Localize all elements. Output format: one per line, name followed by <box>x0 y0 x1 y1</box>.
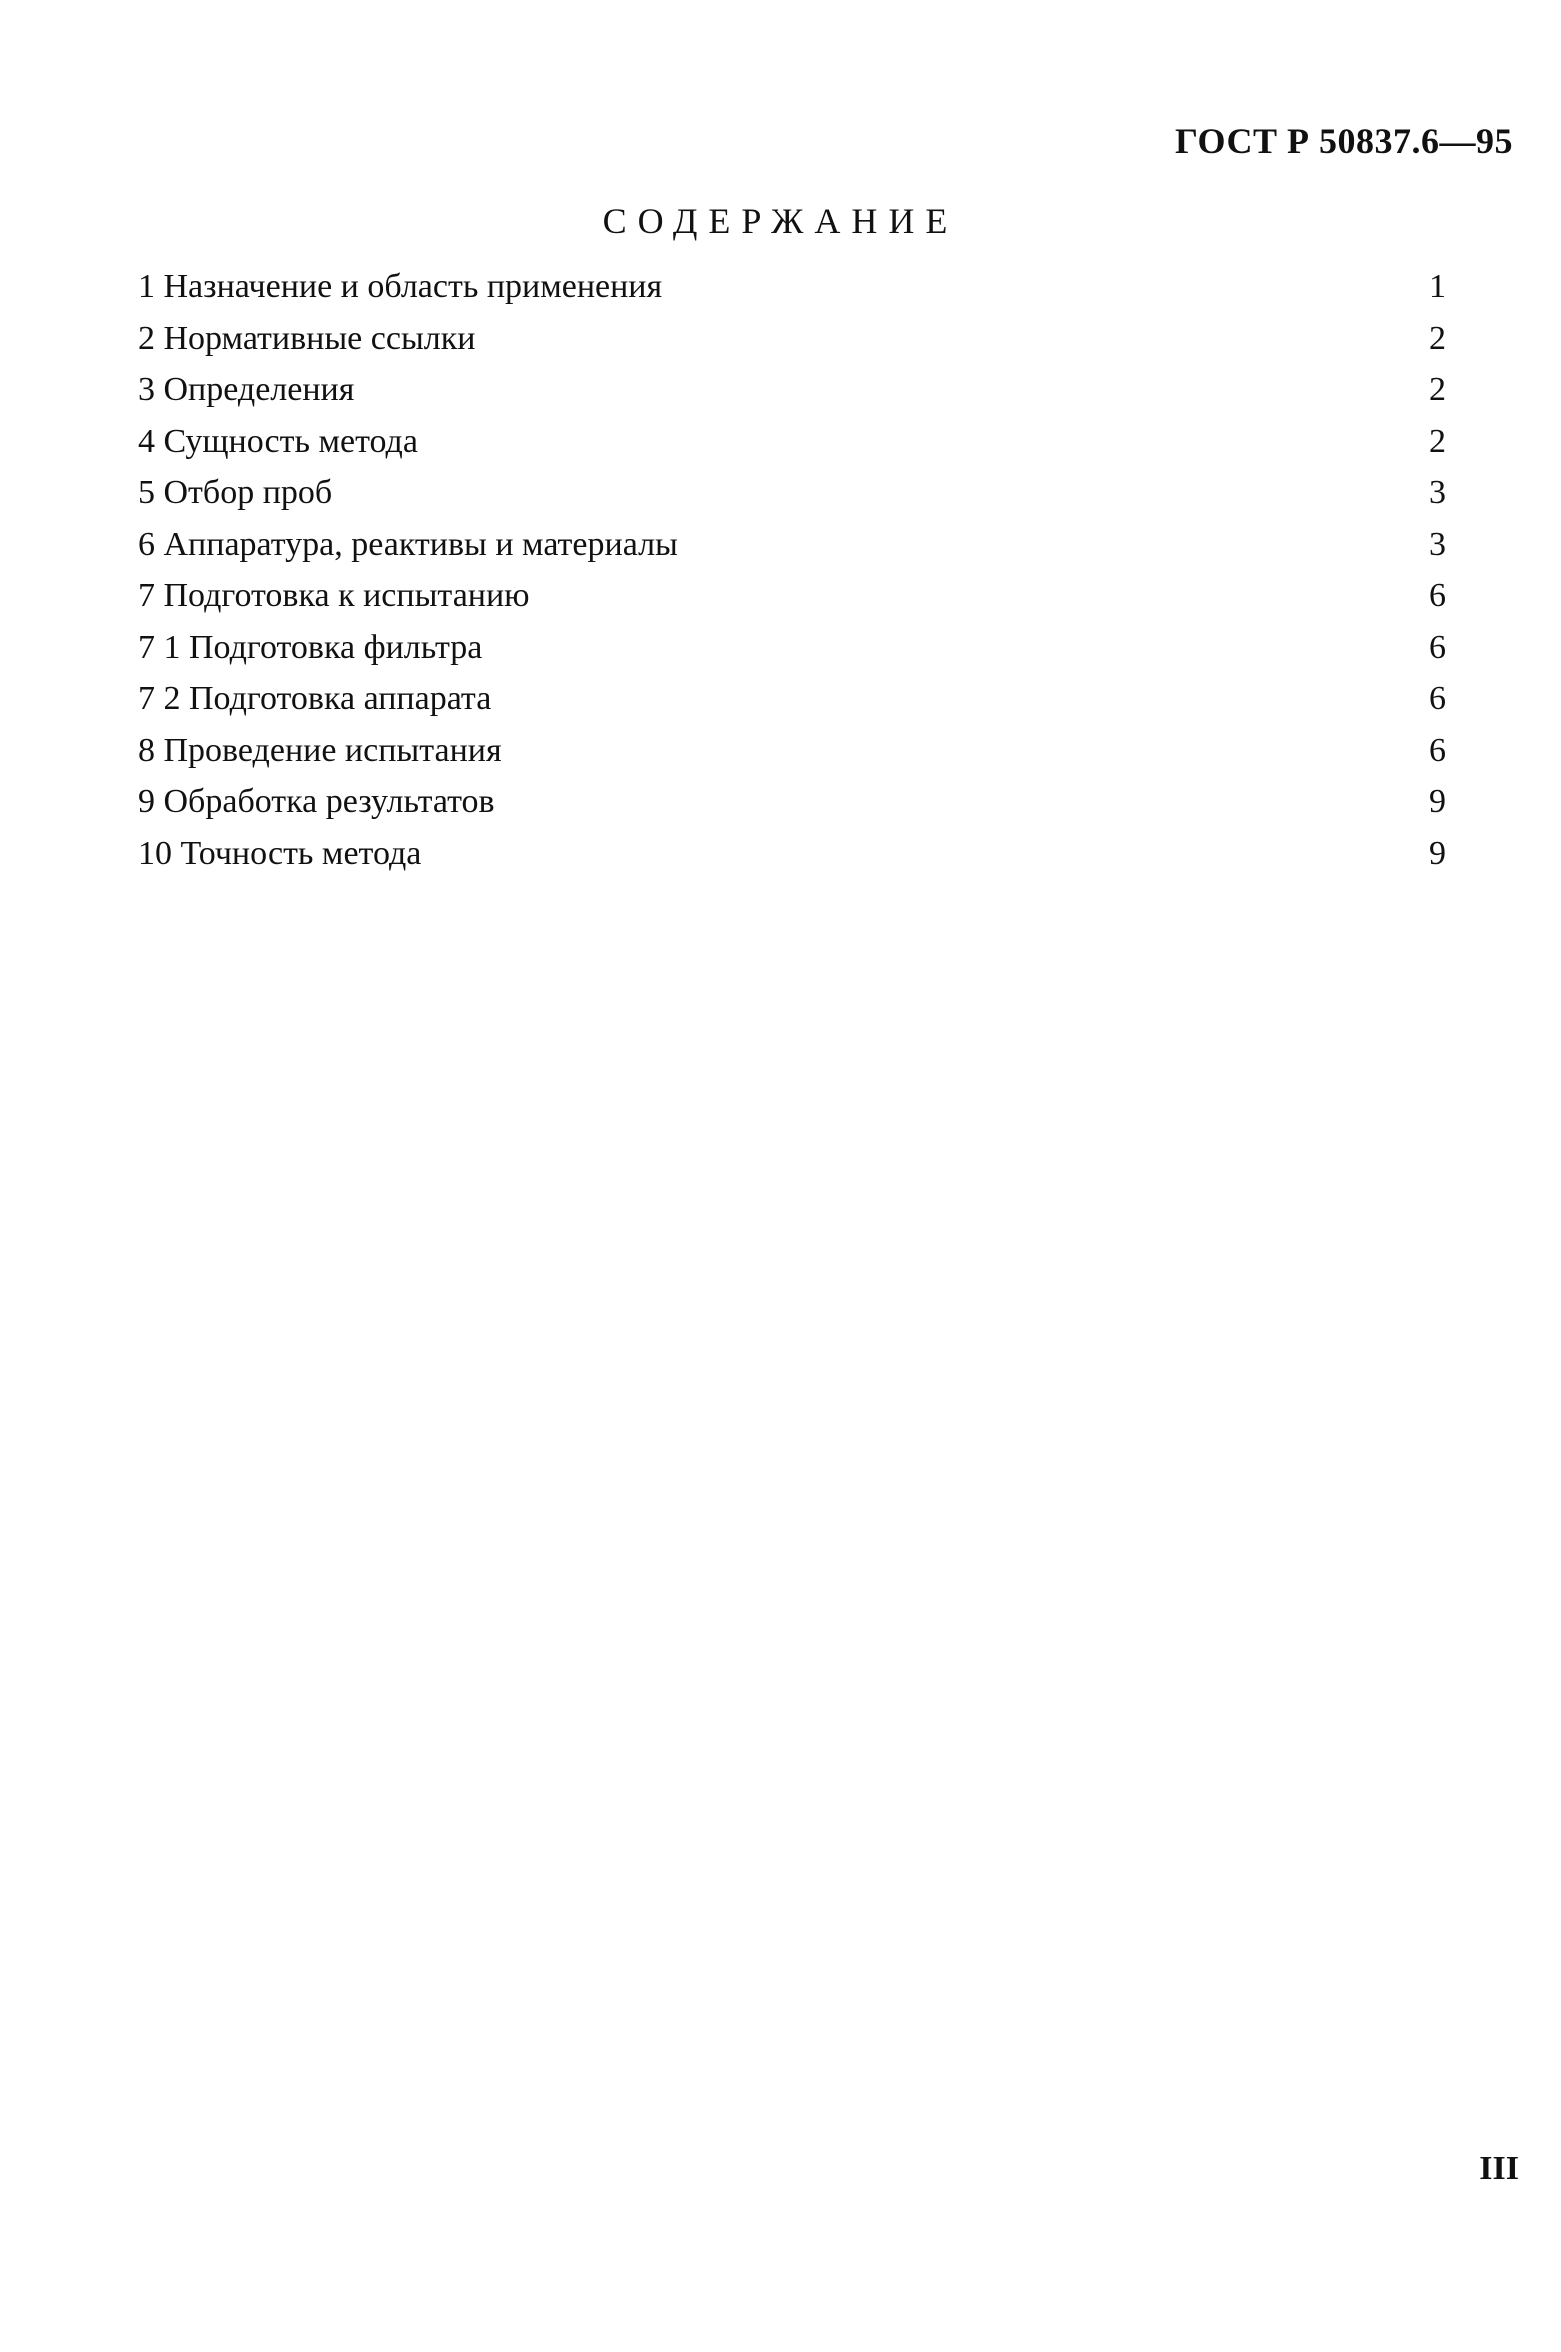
toc-entry-label: 6 Аппаратура, реактивы и материалы <box>138 525 678 563</box>
toc-entry-page: 2 <box>1429 371 1446 408</box>
toc-entry-page: 6 <box>1429 680 1446 717</box>
toc-entry-page: 6 <box>1429 628 1446 666</box>
toc-entry-label: 5 Отбор проб <box>138 474 333 511</box>
toc-entry <box>138 526 1458 578</box>
toc-entry-page: 1 <box>1429 268 1446 305</box>
table-of-contents <box>138 268 1458 886</box>
toc-entry <box>138 783 1458 835</box>
toc-entry-page: 9 <box>1429 783 1446 820</box>
document-code: ГОСТ Р 50837.6—95 <box>1175 121 1513 161</box>
toc-entry-label: 7 1 Подготовка фильтра <box>138 628 483 666</box>
toc-entry-label: 3 Определения <box>138 371 355 408</box>
toc-entry <box>138 474 1458 526</box>
toc-entry <box>138 320 1458 372</box>
toc-entry-page: 2 <box>1429 422 1446 460</box>
toc-entry-page: 2 <box>1429 319 1446 357</box>
toc-entry-page: 6 <box>1429 731 1446 769</box>
toc-entry <box>138 732 1458 784</box>
toc-entry <box>138 835 1458 887</box>
toc-entry-label: 8 Проведение испытания <box>138 731 502 769</box>
toc-entry <box>138 680 1458 732</box>
page-number: III <box>1479 2150 1519 2187</box>
toc-entry-page: 9 <box>1429 834 1446 872</box>
toc-entry <box>138 577 1458 629</box>
toc-entry-label: 2 Нормативные ссылки <box>138 319 476 357</box>
toc-entry-label: 10 Точность метода <box>138 834 422 872</box>
toc-entry <box>138 423 1458 475</box>
toc-entry-label: 9 Обработка результатов <box>138 783 495 820</box>
toc-entry-label: 4 Сущность метода <box>138 422 418 460</box>
toc-title: СОДЕРЖАНИЕ <box>602 201 959 241</box>
toc-entry <box>138 371 1458 423</box>
toc-entry-page: 3 <box>1429 525 1446 563</box>
toc-entry-page: 6 <box>1429 577 1446 614</box>
toc-entry-label: 7 2 Подготовка аппарата <box>138 680 492 717</box>
toc-entry <box>138 268 1458 320</box>
toc-entry-label: 7 Подготовка к испытанию <box>138 577 530 614</box>
toc-entry-page: 3 <box>1429 474 1446 511</box>
toc-entry-label: 1 Назначение и область применения <box>138 268 663 305</box>
toc-entry <box>138 629 1458 681</box>
